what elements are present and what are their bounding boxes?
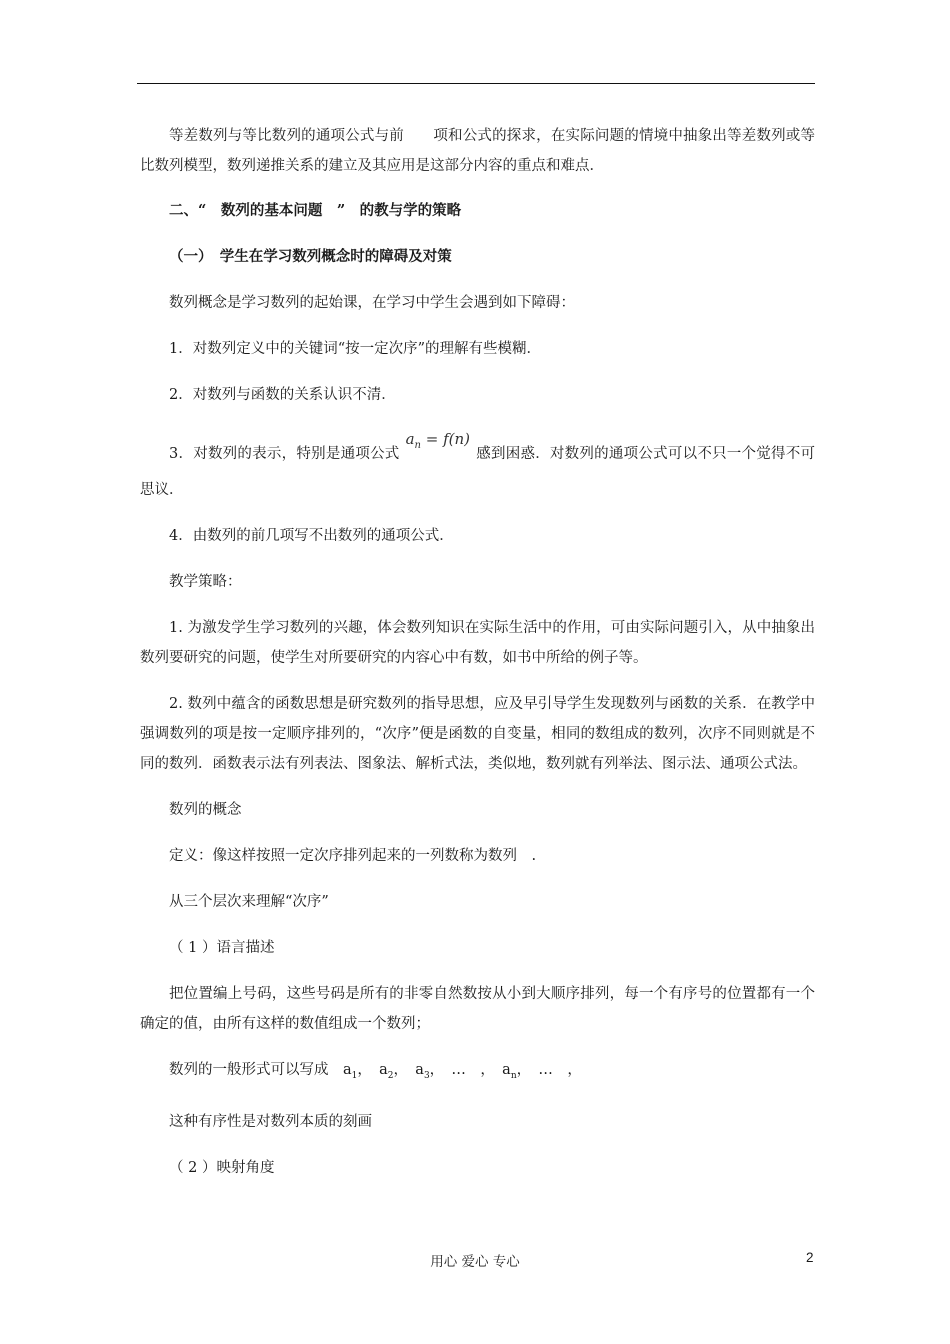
sequence-general-form: $a_1$， $a_2$， $a_3$， … ， $a_n$， … ， <box>343 1062 582 1081</box>
obstacle-item-3 <box>140 430 815 505</box>
definition-paragraph: 定义：像这样按照一定次序排列起来的一列数称为数列 . <box>169 848 537 864</box>
strategy-heading: 教学策略： <box>169 574 242 590</box>
page-number: 2 <box>806 1250 814 1265</box>
footer-slogan: 用心 爱心 专心 <box>430 1254 520 1270</box>
header-rule <box>137 83 815 84</box>
general-term-formula: $a_n = f(n)$ <box>405 430 470 451</box>
level-1-heading: （ 1 ）语言描述 <box>169 940 275 956</box>
level-1-description: 把位置编上号码，这些号码是所有的非零自然数按从小到大顺序排列，每一个有序号的位置都有一个确定的值，由所有这样的数值组成一个数列； <box>140 986 815 1032</box>
order-nature-paragraph: 这种有序性是对数列本质的刻画 <box>169 1113 372 1130</box>
order-levels-paragraph: 从三个层次来理解“次序” <box>169 894 329 910</box>
document-body <box>140 121 815 1183</box>
strategy-item-1: 1. 为激发学生学习数列的兴趣，体会数列知识在实际生活中的作用，可由实际问题引入，从中抽象出数列要研究的问题，使学生对所要研究的内容心中有数，如书中所给的例子等。 <box>140 620 815 666</box>
level-2-heading: （ 2 ）映射角度 <box>169 1159 275 1176</box>
obstacle-item-1: 1．对数列定义中的关键词“按一定次序”的理解有些模糊． <box>169 341 542 357</box>
concept-heading: 数列的概念 <box>169 802 242 818</box>
obstacle-item-4: 4．由数列的前几项写不出数列的通项公式． <box>169 528 454 544</box>
paragraph-intro: 等差数列与等比数列的通项公式与前 项和公式的探求，在实际问题的情境中抽象出等差数列或等比数列模型，数列递推关系的建立及其应用是这部分内容的重点和难点． <box>140 128 815 174</box>
obstacle-item-3-lead: 3．对数列的表示，特别是通项公式 <box>169 446 400 462</box>
obstacle-item-2: 2．对数列与函数的关系认识不清． <box>169 387 396 403</box>
general-form-paragraph: 数列的一般形式可以写成 $a_1$， $a_2$， $a_3$， … ， $a_n$， … ， <box>169 1062 582 1081</box>
obstacle-item-3-rest: 感到困惑．对数列的通项公式可以不只一个觉得不可思议． <box>140 446 815 498</box>
section-heading: 二、“ 数列的基本问题 ” 的教与学的策略 <box>169 202 462 219</box>
subsection-heading: （一） 学生在学习数列概念时的障碍及对策 <box>169 248 452 265</box>
strategy-item-2: 2. 数列中蕴含的函数思想是研究数列的指导思想，应及早引导学生发现数列与函数的关系．在教学中强调数列的项是按一定顺序排列的，“次序”便是函数的自变量，相同的数组成的数列，次序不同则就是不同的数列．函数表示法有列表法、图象法、解析式法，类似地，数列就有列举法、图示法、通项公式法。 <box>140 696 815 772</box>
paragraph-obstacles: 数列概念是学习数列的起始课，在学习中学生会遇到如下障碍： <box>169 295 575 311</box>
